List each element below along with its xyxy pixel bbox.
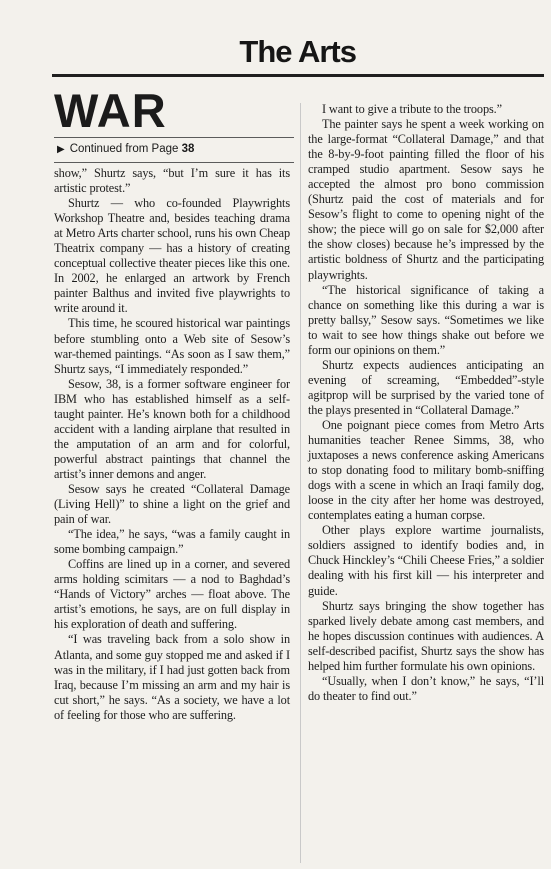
continued-line: [57, 143, 297, 155]
paragraph: Coffins are lined up in a corner, and severed arms holding scimitars — a nod to Baghdad’s “Hands of Victory” arches — float above. The artist’s emotions, he says, are on full display in his exploration of death and suffering.: [54, 557, 290, 632]
paragraph: “The idea,” he says, “was a family caught in some bombing campaign.”: [54, 527, 290, 557]
continued-prefix: Continued from Page: [69, 143, 182, 155]
section-title: The Arts: [239, 34, 356, 69]
paragraph: Shurtz says bringing the show together has sparked lively debate among cast members, and he hopes discussion continues with audiences. A self-described pacifist, Shurtz says the show has helped him further formulate his own opinions.: [308, 598, 544, 673]
kicker-rule: [54, 137, 294, 138]
continued-rule: [54, 162, 294, 163]
section-header: [52, 34, 544, 77]
paragraph: Shurtz — who co-founded Playwrights Workshop Theatre and, besides teaching drama at Metro Arts charter school, runs his own Cheap Theatrix company — has a history of creating conceptual collective theater pieces like this one. In 2002, he enlarged an artwork by French painter Balthus and invited five playwrights to write around it.: [54, 196, 290, 316]
paragraph: This time, he scoured historical war paintings before stumbling onto a Web site of Sesow’s war-themed paintings. “As soon as I saw them,” Shurtz says, “I immediately responded.”: [54, 316, 290, 376]
column-divider: [300, 103, 301, 863]
continued-page: 38: [181, 143, 195, 155]
paragraph: “Usually, when I don’t know,” he says, “I’ll do theater to find out.”: [308, 673, 544, 703]
paragraph: show,” Shurtz says, “but I’m sure it has its artistic protest.”: [54, 166, 290, 196]
paragraph: “The historical significance of taking a chance on something like this during a war is pretty ballsy,” Sesow says. “Sometimes we like to wait to see how things shake out before we form our opinions on them.”: [308, 282, 544, 357]
paragraph: Other plays explore wartime journalists, soldiers assigned to identify bodies and, in Chuck Hinckley’s “Chili Cheese Fries,” a soldier dealing with his first kill — his interpreter and guide.: [308, 523, 544, 598]
paragraph: Shurtz expects audiences anticipating an evening of screaming, “Embedded”-style agitprop will be surprised by the varied tone of the plays presented in “Collateral Damage.”: [308, 357, 544, 417]
paragraph: Sesow says he created “Collateral Damage (Living Hell)” to shine a light on the grief and pain of war.: [54, 481, 290, 527]
paragraph: The painter says he spent a week working on the large-format “Collateral Damage,” and that the 8-by-9-foot painting filled the floor of his cramped studio apartment. Sesow says he accepted the almost pro bono commission (Shurtz paid the cost of materials and for Sesow’s flight to come to opening night of the show; the piece will go on sale for $2,000 after the show closes) because he’s impressed by the artistic boldness of Shurtz and the participating playwrights.: [308, 117, 544, 282]
triangle-icon: ▶: [57, 144, 65, 155]
paragraph: Sesow, 38, is a former software engineer for IBM who has established himself as a self-taught painter. He’s known both for a childhood accident with a landing airplane that resulted in the amputation of an arm and for colorful, powerful abstract paintings that channel the artist’s inner demons and anger.: [54, 376, 290, 481]
story-kicker: WAR: [54, 84, 167, 137]
paragraph: “I was traveling back from a solo show in Atlanta, and some guy stopped me and asked if I was in the military, if I had just gotten back from Iraq, because I’m missing an arm and my hair is cut short,” he says. “As a society, we have a lot of feeling for those who are suffering.: [54, 632, 290, 722]
article-column-2: [308, 102, 544, 704]
paragraph: I want to give a tribute to the troops.”: [322, 102, 502, 116]
article-column-1: [54, 166, 290, 723]
paragraph: One poignant piece comes from Metro Arts humanities teacher Renee Simms, 38, who juxtaposes a news conference asking Americans to stop donating food to military bomb-sniffing dogs with a scene in which an Iraqi family dog, loose in the city after her home was destroyed, contemplates eating a human corpse.: [308, 417, 544, 523]
